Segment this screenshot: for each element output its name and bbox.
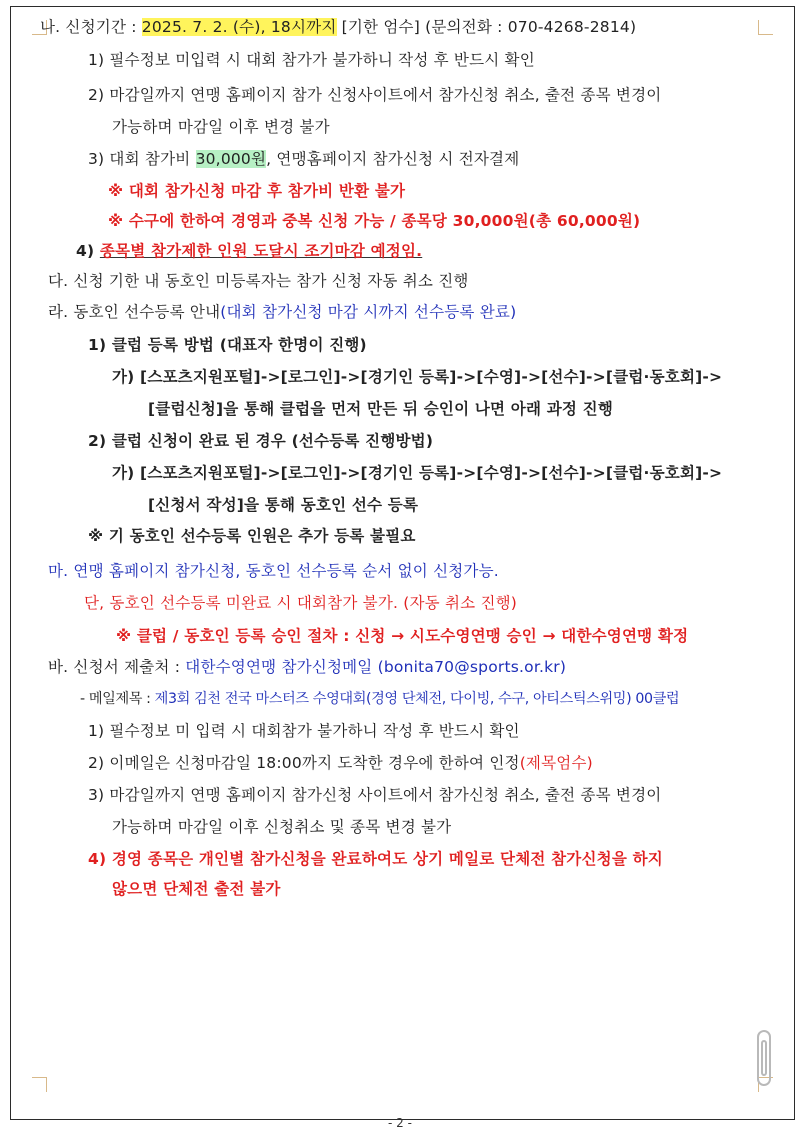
note-line [88, 848, 663, 870]
item-line [88, 49, 535, 71]
text: 마. 연맹 홈페이지 참가신청, 동호인 선수등록 순서 없이 신청가능. [48, 562, 499, 580]
mail-subject: 제3회 김천 전국 마스터즈 수영대회(경영 단체전, 다이빙, 수구, 아티스틱스위밍) 00클럽 [154, 691, 680, 707]
submission-email: 대한수영연맹 참가신청메일 (bonita70@sports.or.kr) [185, 658, 567, 676]
text: 다. 신청 기한 내 동호인 미등록자는 참가 신청 자동 취소 진행 [48, 272, 469, 290]
text: 2) 이메일은 신청마감일 18:00까지 도착한 경우에 한하여 인정 [88, 754, 520, 772]
item-line [88, 752, 593, 774]
text: [클럽신청]을 통해 클럽을 먼저 만든 뒤 승인이 나면 아래 과정 진행 [148, 400, 614, 418]
page-number: - 2 - [388, 1116, 412, 1130]
item-line [88, 720, 520, 742]
deadline-highlight: 2025. 7. 2. (수), 18시까지 [141, 18, 337, 36]
text: 1) 필수정보 미 입력 시 대회참가 불가하니 작성 후 반드시 확인 [88, 722, 520, 740]
text: 2) 마감일까지 연맹 홈페이지 참가 신청사이트에서 참가신청 취소, 출전 종목 변경이 [88, 86, 662, 104]
item-line [88, 334, 367, 356]
section-ba-line [48, 656, 566, 678]
item-line [84, 592, 517, 614]
text: 4) 경영 종목은 개인별 참가신청을 완료하여도 상기 메일로 단체전 참가신청을 하지 [88, 850, 663, 868]
text: 가) [스포츠지원포털]->[로그인]->[경기인 등록]->[수영]->[선수]->[클럽·동호회]-> [112, 464, 723, 482]
text: 3) 대회 참가비 [88, 150, 196, 168]
section-ma-line [48, 560, 499, 582]
text: ※ 클럽 / 동호인 등록 승인 절차 : 신청 → 시도수영연맹 승인 → 대한수영연맹 확정 [116, 627, 689, 645]
item-line [76, 240, 422, 262]
text: 1) 클럽 등록 방법 (대표자 한명이 진행) [88, 336, 367, 354]
item-line [112, 462, 722, 484]
note-line [112, 878, 281, 900]
section-na-line [40, 16, 636, 38]
text: 1) 필수정보 미입력 시 대회 참가가 불가하니 작성 후 반드시 확인 [88, 51, 535, 69]
paperclip-icon [757, 1030, 771, 1086]
fee-highlight: 30,000원 [195, 150, 267, 168]
item-line [148, 494, 418, 516]
text: 라. 동호인 선수등록 안내 [48, 303, 221, 321]
subject-note: (제목엄수) [519, 754, 593, 772]
item-line [88, 525, 416, 547]
item-line [148, 398, 613, 420]
item-line [88, 430, 433, 452]
note-line [108, 210, 640, 232]
text: 단, 동호인 선수등록 미완료 시 대회참가 불가. (자동 취소 진행) [84, 594, 518, 612]
text: [기한 엄수] [336, 18, 420, 36]
item-line [112, 816, 451, 838]
text: 나. 신청기간 : [40, 18, 142, 36]
text: , 연맹홈페이지 참가신청 시 전자결제 [266, 150, 520, 168]
registration-note: (대회 참가신청 마감 시까지 선수등록 완료) [220, 303, 517, 321]
text: 가능하며 마감일 이후 신청취소 및 종목 변경 불가 [112, 818, 452, 836]
section-da-line [48, 270, 469, 292]
item-line [112, 366, 722, 388]
text: 2) 클럽 신청이 완료 된 경우 (선수등록 진행방법) [88, 432, 434, 450]
text: 바. 신청서 제출처 : [48, 658, 186, 676]
text: ※ 기 동호인 선수등록 인원은 추가 등록 불필요 [88, 527, 416, 545]
corner-mark-bottom-left [32, 1077, 47, 1092]
text: 가능하며 마감일 이후 변경 불가 [112, 118, 330, 136]
text: [신청서 작성]을 통해 동호인 선수 등록 [148, 496, 419, 514]
note-line [108, 180, 405, 202]
note-line [116, 625, 688, 647]
early-close-note: 종목별 참가제한 인원 도달시 조기마감 예정임. [99, 242, 423, 260]
item-line [112, 116, 330, 138]
item-line [80, 688, 679, 710]
text: 4) [76, 242, 100, 260]
text: 3) 마감일까지 연맹 홈페이지 참가신청 사이트에서 참가신청 취소, 출전 종목 변경이 [88, 786, 662, 804]
corner-mark-top-right [758, 20, 773, 35]
text: ※ 대회 참가신청 마감 후 참가비 반환 불가 [108, 182, 406, 200]
item-line [88, 148, 519, 170]
item-line [88, 84, 661, 106]
phone-text: (문의전화 : 070-4268-2814) [419, 18, 637, 36]
text: ※ 수구에 한하여 경영과 중복 신청 가능 / 종목당 30,000원(총 60,000원) [108, 212, 641, 230]
item-line [88, 784, 661, 806]
text: - 메일제목 : [80, 691, 155, 707]
text: 않으면 단체전 출전 불가 [112, 880, 281, 898]
text: 가) [스포츠지원포털]->[로그인]->[경기인 등록]->[수영]->[선수]->[클럽·동호회]-> [112, 368, 723, 386]
section-ra-line [48, 301, 516, 323]
